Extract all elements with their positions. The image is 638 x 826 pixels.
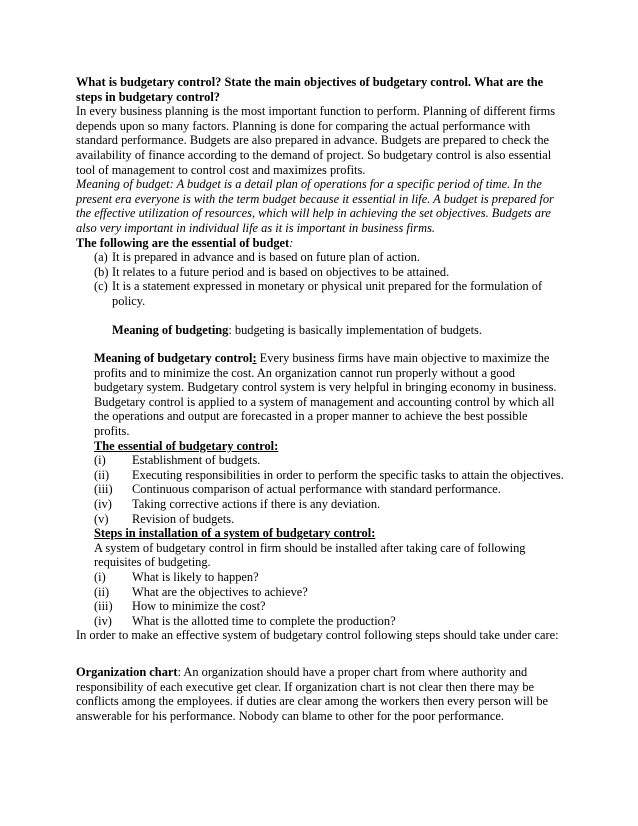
essential-budget-heading — [76, 236, 566, 251]
list-marker: (iii) — [94, 482, 113, 497]
list-item-text: Establishment of budgets. — [132, 453, 261, 468]
list-marker: (iv) — [94, 497, 112, 512]
list-item — [94, 497, 566, 512]
list-item-text: Revision of budgets. — [132, 511, 235, 526]
list-item-text: It relates to a future period and is based on objectives to be attained. — [112, 264, 450, 279]
list-item-text: It is a statement expressed in monetary or physical unit prepared for the formulation of policy. — [112, 279, 543, 308]
list-marker: (i) — [94, 453, 106, 468]
essential-control-list — [94, 453, 566, 526]
essential-budget-heading-colon: : — [289, 235, 294, 250]
list-item — [94, 265, 566, 280]
list-item — [94, 614, 566, 629]
intro-paragraph: In every business planning is the most important function to perform. Planning of different firms depends upon so many factors. Planning is done for comparing the actual performance with standard performance. Budgets are also prepared in advance. Budgets are prepared to check the availability of finance according to the demand of project. So budgetary control is also essential tool of management to control cost and maximizes profits. — [76, 104, 556, 177]
list-item — [94, 482, 566, 497]
meaning-of-budget-paragraph: Meaning of budget: A budget is a detail plan of operations for a specific period of time. In the present era everyone is with the term budget because it essential in life. A budget is prepared for the effective utilization of resources, which will help in achieving the set objectives. Budgets are also very important in individual life as it is important in business firms. — [76, 177, 554, 235]
steps-intro: A system of budgetary control in firm should be installed after taking care of following requisites of budgeting. — [94, 540, 526, 570]
list-item-text: What is likely to happen? — [132, 570, 259, 584]
meaning-of-budgetary-control-label: Meaning of budgetary control — [94, 351, 253, 366]
list-item — [94, 512, 566, 527]
effective-system-sentence: In order to make an effective system of budgetary control following steps should take under care: — [76, 628, 559, 643]
list-marker: (a) — [94, 250, 108, 265]
list-item-text: What is the allotted time to complete the production? — [132, 613, 396, 628]
steps-heading: Steps in installation of a system of budgetary control: — [94, 526, 376, 541]
essential-control-heading: The essential of budgetary control: — [94, 438, 279, 453]
document-body — [76, 75, 566, 723]
list-item — [94, 585, 566, 600]
organization-chart-paragraph — [76, 665, 566, 723]
meaning-of-budgetary-control-text: Every business firms have main objective to maximize the profits and to minimize the cost. An organization cannot run properly without a good budgetary system. Budgetary control system is very helpful in bringing economy in business. Budgetary control is applied to a system of management and accounting control by which all the operations and output are forecasted in a proper manner to achieve the best possible profits. — [94, 351, 557, 439]
list-item — [94, 468, 566, 483]
list-marker: (ii) — [94, 584, 110, 599]
meaning-of-budgeting-label: Meaning of budgeting — [112, 322, 229, 337]
meaning-of-budgetary-control-paragraph — [94, 351, 566, 439]
steps-list — [94, 570, 566, 628]
list-item-text: It is prepared in advance and is based on future plan of action. — [112, 250, 420, 265]
organization-chart-label: Organization chart — [76, 664, 178, 679]
list-marker: (b) — [94, 264, 109, 279]
essential-budget-heading-text: The following are the essential of budget — [76, 235, 290, 250]
list-item — [94, 279, 566, 308]
list-item — [94, 453, 566, 468]
list-item-text: Continuous comparison of actual performance with standard performance. — [132, 482, 501, 497]
question-heading: What is budgetary control? State the main objectives of budgetary control. What are the steps in budgetary control? — [76, 75, 544, 104]
meaning-of-budgetary-control-colon: : — [252, 351, 257, 366]
list-item-text: How to minimize the cost? — [132, 599, 266, 614]
list-marker: (i) — [94, 570, 106, 584]
list-marker: (iv) — [94, 613, 112, 628]
list-item-text: What are the objectives to achieve? — [132, 584, 308, 599]
list-item — [94, 599, 566, 614]
list-item — [94, 570, 566, 585]
list-item — [94, 250, 566, 265]
meaning-of-budgeting-text: : budgeting is basically implementation of budgets. — [228, 322, 482, 337]
list-marker: (v) — [94, 511, 109, 526]
list-marker: (c) — [94, 279, 108, 294]
meaning-of-budgeting-paragraph — [112, 323, 566, 338]
list-item-text: Taking corrective actions if there is any deviation. — [132, 497, 381, 512]
essential-budget-list — [94, 250, 566, 308]
list-item-text: Executing responsibilities in order to perform the specific tasks to attain the objectives. — [132, 467, 564, 482]
organization-chart-text: : An organization should have a proper chart from where authority and responsibility of each executive get clear. If organization chart is not clear then there may be conflicts among the employees. if duties are clear among the workers then every person will be answerable for his performance. Nobody can blame to other for the poor performance. — [76, 664, 549, 723]
list-marker: (iii) — [94, 599, 113, 614]
list-marker: (ii) — [94, 467, 110, 482]
